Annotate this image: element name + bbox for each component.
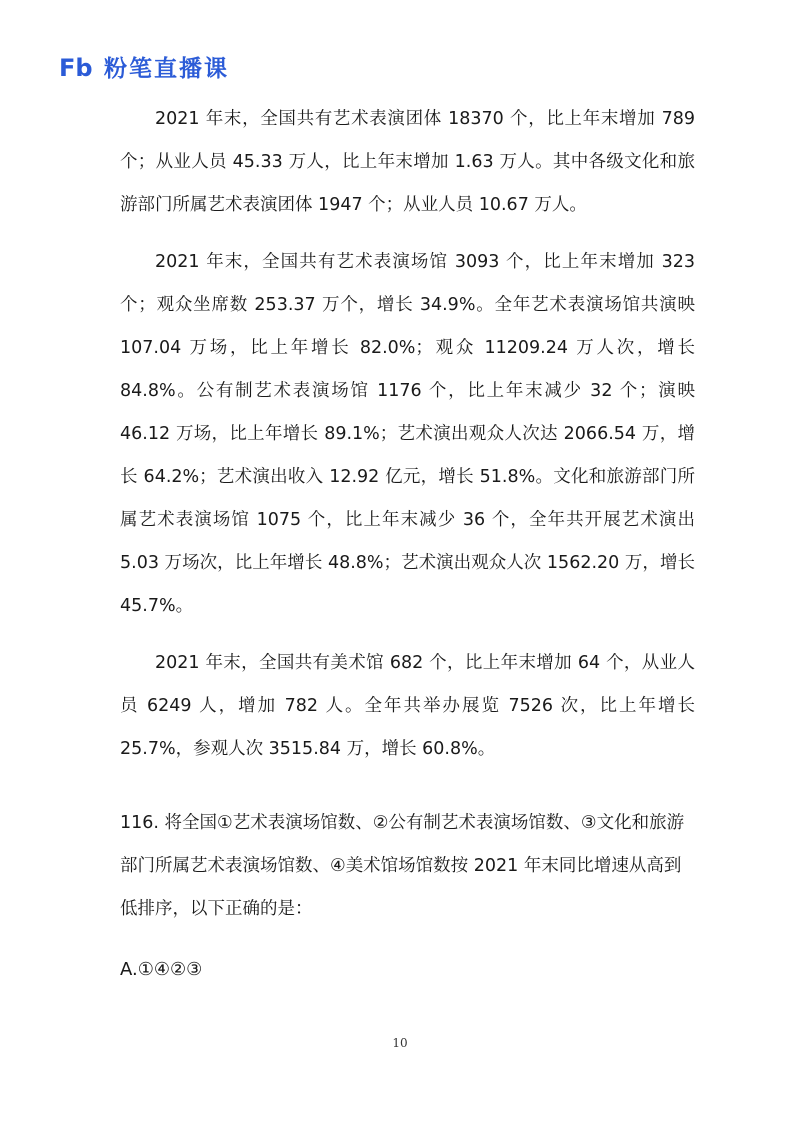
brand-name: 粉笔直播课 bbox=[104, 56, 229, 82]
paragraph-art-museums: 2021 年末，全国共有美术馆 682 个，比上年末增加 64 个，从业人员 6249 人，增加 782 人。全年共举办展览 7526 次，比上年增长 25.7%，参观人次 3515.84 万，增长 60.8%。 bbox=[120, 653, 695, 759]
svg-text:Fb: Fb bbox=[59, 53, 93, 81]
paragraph-performance-venues: 2021 年末，全国共有艺术表演场馆 3093 个，比上年末增加 323 个；观众坐席数 253.37 万个，增长 34.9%。全年艺术表演场馆共演映 107.04 万场，比上年增长 82.0%；观众 11209.24 万人次，增长 84.8%。公有制艺术表演场馆 1176 个，比上年末减少 32 个；演映 46.12 万场，比上年增长 89.1%；艺术演出观众人次达 2066.54 万，增长 64.2%；艺术演出收入 12.92 亿元，增长 51.8%。文化和旅游部门所属艺术表演场馆 1075 个，比上年末减少 36 个，全年共开展艺术演出 5.03 万场次，比上年增长 48.8%；艺术演出观众人次 1562.20 万，增长 45.7%。 bbox=[120, 252, 695, 616]
option-a[interactable]: A.①④②③ bbox=[120, 959, 203, 980]
material-text bbox=[120, 98, 695, 785]
question-text: 116. 将全国①艺术表演场馆数、②公有制艺术表演场馆数、③文化和旅游部门所属艺术表演场馆数、④美术馆场馆数按 2021 年末同比增速从高到低排序，以下正确的是： bbox=[120, 813, 685, 919]
page-number: 10 bbox=[392, 1036, 408, 1050]
paragraph-art-troupes: 2021 年末，全国共有艺术表演团体 18370 个，比上年末增加 789 个；从业人员 45.33 万人，比上年末增加 1.63 万人。其中各级文化和旅游部门所属艺术表演团体 1947 个；从业人员 10.67 万人。 bbox=[120, 109, 695, 215]
brand-header bbox=[58, 50, 229, 83]
fb-logo-icon bbox=[58, 53, 98, 81]
